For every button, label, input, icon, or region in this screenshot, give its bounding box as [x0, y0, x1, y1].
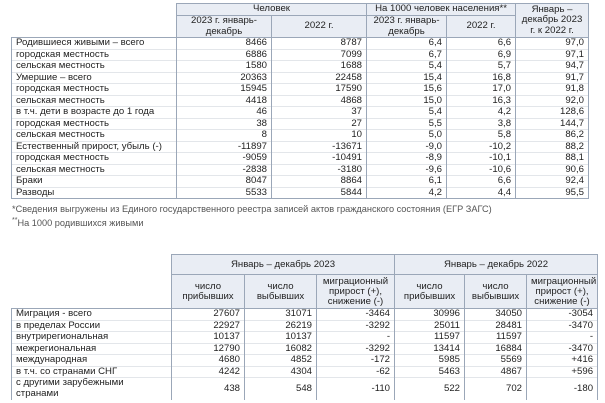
footnote-source: *Сведения выгружены из Единого государственного реестра записей актов гражданского состояния (ЕГР ЗАГС) — [12, 204, 492, 214]
table-row — [12, 95, 589, 107]
row-label: городская местность — [12, 153, 177, 165]
value-cell: 702 — [465, 378, 527, 400]
footnote-per-births — [12, 215, 492, 229]
value-cell: 11597 — [465, 332, 527, 344]
value-cell: 88,1 — [516, 153, 589, 165]
value-cell: -9,6 — [367, 164, 447, 176]
table-row — [12, 378, 598, 400]
value-cell: -110 — [317, 378, 395, 400]
value-cell: -10491 — [272, 153, 367, 165]
value-cell: -9059 — [177, 153, 272, 165]
value-cell: -172 — [317, 355, 395, 367]
header-net-2022: миграционный прирост (+), снижение (-) — [527, 275, 598, 309]
table-row — [12, 320, 598, 332]
value-cell: 37 — [272, 107, 367, 119]
table-row — [12, 355, 598, 367]
value-cell: 25011 — [395, 320, 465, 332]
value-cell: - — [317, 332, 395, 344]
value-cell: -10,1 — [447, 153, 516, 165]
value-cell: 97,1 — [516, 49, 589, 61]
value-cell: 22927 — [172, 320, 245, 332]
value-cell: 5533 — [177, 187, 272, 199]
value-cell: -13671 — [272, 141, 367, 153]
value-cell: 15,6 — [367, 84, 447, 96]
value-cell: 17,0 — [447, 84, 516, 96]
table-row — [12, 84, 589, 96]
footnote-text: На 1000 родившихся живыми — [17, 218, 144, 229]
value-cell: 30996 — [395, 309, 465, 321]
row-label: межрегиональная — [12, 343, 172, 355]
value-cell: 4868 — [272, 95, 367, 107]
value-cell: 20363 — [177, 72, 272, 84]
value-cell: 4867 — [465, 366, 527, 378]
row-label: Умершие – всего — [12, 72, 177, 84]
value-cell: 6,1 — [367, 176, 447, 188]
value-cell: 6,4 — [367, 38, 447, 50]
value-cell: 92,4 — [516, 176, 589, 188]
value-cell: 4680 — [172, 355, 245, 367]
value-cell: 12790 — [172, 343, 245, 355]
value-cell: 522 — [395, 378, 465, 400]
row-label: Естественный прирост, убыль (-) — [12, 141, 177, 153]
table-row — [12, 61, 589, 73]
row-label: Миграция - всего — [12, 309, 172, 321]
value-cell: 8864 — [272, 176, 367, 188]
value-cell: 128,6 — [516, 107, 589, 119]
value-cell: 97,0 — [516, 38, 589, 50]
value-cell: 3,8 — [447, 118, 516, 130]
value-cell: 15945 — [177, 84, 272, 96]
value-cell: 10137 — [172, 332, 245, 344]
table-row — [12, 343, 598, 355]
value-cell: 5,5 — [367, 118, 447, 130]
value-cell: 17590 — [272, 84, 367, 96]
value-cell: 8787 — [272, 38, 367, 50]
value-cell: 6886 — [177, 49, 272, 61]
value-cell: 438 — [172, 378, 245, 400]
value-cell: 91,8 — [516, 84, 589, 96]
header-net-2023: миграционный прирост (+), снижение (-) — [317, 275, 395, 309]
value-cell: 1580 — [177, 61, 272, 73]
row-label: городская местность — [12, 118, 177, 130]
value-cell: 94,7 — [516, 61, 589, 73]
table-row — [12, 366, 598, 378]
value-cell: 5,4 — [367, 61, 447, 73]
value-cell: 16884 — [465, 343, 527, 355]
table-row — [12, 164, 589, 176]
header-2023: 2023 г. январь-декабрь — [177, 16, 272, 38]
value-cell: 1688 — [272, 61, 367, 73]
table-row — [12, 49, 589, 61]
value-cell: 5569 — [465, 355, 527, 367]
table-row — [12, 309, 598, 321]
value-cell: 92,0 — [516, 95, 589, 107]
table-row — [12, 130, 589, 142]
table-row — [12, 118, 589, 130]
row-label: сельская местность — [12, 130, 177, 142]
header-arrived-2022: число прибывших — [395, 275, 465, 309]
row-label: внутрирегиональная — [12, 332, 172, 344]
header-2022-rate: 2022 г. — [447, 16, 516, 38]
footnotes — [12, 204, 492, 229]
vital-statistics-table — [11, 3, 589, 199]
value-cell: 5,7 — [447, 61, 516, 73]
value-cell: 548 — [245, 378, 317, 400]
table-row — [12, 176, 589, 188]
table-row — [12, 153, 589, 165]
row-label: с другими зарубежными странами — [12, 378, 172, 400]
header-departed-2023: число выбывших — [245, 275, 317, 309]
value-cell: -62 — [317, 366, 395, 378]
value-cell: 91,7 — [516, 72, 589, 84]
header-per-1000: На 1000 человек населения** — [367, 4, 516, 16]
value-cell: 16,8 — [447, 72, 516, 84]
row-label: Разводы — [12, 187, 177, 199]
header-2022: 2022 г. — [272, 16, 367, 38]
value-cell: 10 — [272, 130, 367, 142]
value-cell: -3464 — [317, 309, 395, 321]
corner-cell — [12, 4, 177, 38]
value-cell: 90,6 — [516, 164, 589, 176]
value-cell: -3292 — [317, 343, 395, 355]
value-cell: 6,7 — [367, 49, 447, 61]
value-cell: - — [527, 332, 598, 344]
header-persons: Человек — [177, 4, 367, 16]
value-cell: 31071 — [245, 309, 317, 321]
value-cell: 86,2 — [516, 130, 589, 142]
value-cell: 4,2 — [447, 107, 516, 119]
value-cell: 15,4 — [367, 72, 447, 84]
value-cell: 27 — [272, 118, 367, 130]
value-cell: +596 — [527, 366, 598, 378]
value-cell: 16082 — [245, 343, 317, 355]
header-ratio: Январь – декабрь 2023 г. к 2022 г. — [516, 4, 589, 38]
value-cell: 6,6 — [447, 38, 516, 50]
value-cell: 4242 — [172, 366, 245, 378]
value-cell: 5,8 — [447, 130, 516, 142]
value-cell: 5985 — [395, 355, 465, 367]
value-cell: -3470 — [527, 320, 598, 332]
value-cell: +416 — [527, 355, 598, 367]
value-cell: 7099 — [272, 49, 367, 61]
value-cell: -3180 — [272, 164, 367, 176]
header-2023-rate: 2023 г. январь-декабрь — [367, 16, 447, 38]
value-cell: 26219 — [245, 320, 317, 332]
row-label: сельская местность — [12, 95, 177, 107]
corner-cell — [12, 255, 172, 309]
value-cell: 5,0 — [367, 130, 447, 142]
row-label: Браки — [12, 176, 177, 188]
header-departed-2022: число выбывших — [465, 275, 527, 309]
header-period-2022: Январь – декабрь 2022 — [395, 255, 598, 275]
value-cell: 16,3 — [447, 95, 516, 107]
value-cell: 5463 — [395, 366, 465, 378]
table-row — [12, 187, 589, 199]
value-cell: 34050 — [465, 309, 527, 321]
value-cell: -3054 — [527, 309, 598, 321]
value-cell: -180 — [527, 378, 598, 400]
value-cell: 95,5 — [516, 187, 589, 199]
row-label: сельская местность — [12, 61, 177, 73]
value-cell: 4,2 — [367, 187, 447, 199]
footnote-mark: ** — [12, 217, 18, 224]
header-arrived-2023: число прибывших — [172, 275, 245, 309]
value-cell: 15,0 — [367, 95, 447, 107]
value-cell: 38 — [177, 118, 272, 130]
value-cell: 22458 — [272, 72, 367, 84]
value-cell: -2838 — [177, 164, 272, 176]
row-label: городская местность — [12, 84, 177, 96]
row-label: в т.ч. со странами СНГ — [12, 366, 172, 378]
table-row — [12, 38, 589, 50]
value-cell: 5,4 — [367, 107, 447, 119]
value-cell: -10,2 — [447, 141, 516, 153]
table-row — [12, 107, 589, 119]
value-cell: 13414 — [395, 343, 465, 355]
value-cell: 46 — [177, 107, 272, 119]
value-cell: 8047 — [177, 176, 272, 188]
table-row — [12, 141, 589, 153]
value-cell: -9,0 — [367, 141, 447, 153]
row-label: городская местность — [12, 49, 177, 61]
value-cell: 6,6 — [447, 176, 516, 188]
row-label: в т.ч. дети в возрасте до 1 года — [12, 107, 177, 119]
table-row — [12, 332, 598, 344]
row-label: международная — [12, 355, 172, 367]
row-label: Родившиеся живыми – всего — [12, 38, 177, 50]
value-cell: 4418 — [177, 95, 272, 107]
value-cell: 6,9 — [447, 49, 516, 61]
migration-table — [11, 254, 598, 400]
value-cell: 27607 — [172, 309, 245, 321]
row-label: сельская местность — [12, 164, 177, 176]
value-cell: 144,7 — [516, 118, 589, 130]
value-cell: 4304 — [245, 366, 317, 378]
value-cell: 4852 — [245, 355, 317, 367]
value-cell: 88,2 — [516, 141, 589, 153]
header-period-2023: Январь – декабрь 2023 — [172, 255, 395, 275]
value-cell: 28481 — [465, 320, 527, 332]
row-label: в пределах России — [12, 320, 172, 332]
value-cell: -11897 — [177, 141, 272, 153]
value-cell: 8 — [177, 130, 272, 142]
value-cell: -8,9 — [367, 153, 447, 165]
value-cell: 8466 — [177, 38, 272, 50]
value-cell: 5844 — [272, 187, 367, 199]
value-cell: -10,6 — [447, 164, 516, 176]
value-cell: -3470 — [527, 343, 598, 355]
value-cell: 11597 — [395, 332, 465, 344]
value-cell: 4,4 — [447, 187, 516, 199]
value-cell: 10137 — [245, 332, 317, 344]
table-row — [12, 72, 589, 84]
value-cell: -3292 — [317, 320, 395, 332]
